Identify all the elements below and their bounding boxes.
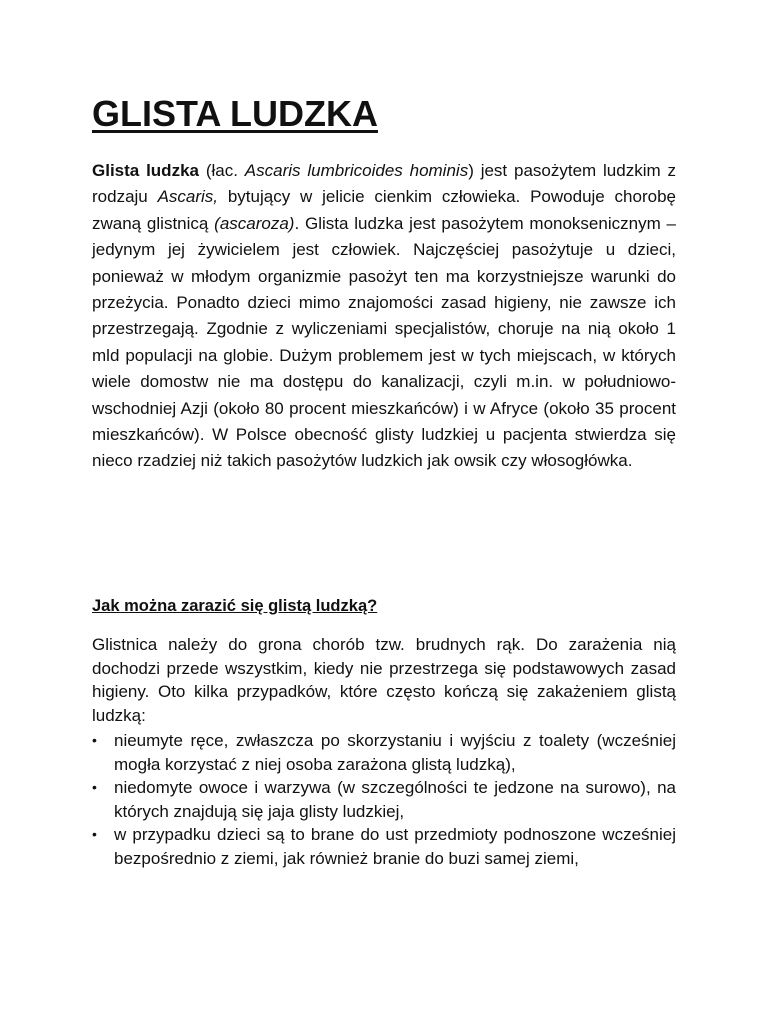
intro-paragraph: [92, 158, 676, 475]
list-item: [92, 823, 676, 870]
intro-term: Glista ludzka: [92, 161, 199, 180]
list-item-text: niedomyte owoce i warzywa (w szczególności te jedzone na surowo), na których znajdują się jaja glisty ludzkiej,: [114, 778, 676, 821]
bullet-icon: •: [92, 732, 97, 748]
list-item: [92, 729, 676, 776]
bullet-icon: •: [92, 826, 97, 843]
bullet-icon: •: [92, 779, 97, 796]
infection-causes-list: [92, 729, 676, 871]
intro-disease: (ascaroza): [214, 213, 295, 233]
intro-text-1: (łac.: [198, 161, 245, 180]
section-heading: Jak można zarazić się glistą ludzką?: [92, 597, 378, 615]
intro-genus: Ascaris,: [157, 187, 219, 207]
list-item-text: nieumyte ręce, zwłaszcza po skorzystaniu i wyjściu z toalety (wcześniej mogła korzystać z niej osoba zarażona glistą ludzką),: [114, 731, 676, 774]
intro-text-3: bytujący w jelicie cienkim człowieka. Powoduje chorobę zwaną glistnicą: [92, 187, 676, 233]
section-lead-paragraph: [92, 633, 676, 727]
intro-latin-name: Ascaris lumbricoides hominis: [244, 161, 469, 180]
intro-text-4: . Glista ludzka jest pasożytem monoksenicznym – jedynym jej żywicielem jest człowiek. Najczęściej pasożytuje u dzieci, ponieważ w młodym organizmie pasożyt ten ma korzystniejsze warunki do przeżycia. Ponadto dzieci mimo znajomości zasad higieny, nie zawsze ich przestrzegają. Zgodnie z wyliczeniami specjalistów, choruje na nią około 1 mld populacji na globie. Dużym problemem jest w tych miejscach, w których wiele domostw nie ma dostępu do kanalizacji, czyli m.in. w południowo-wschodniej Azji (około 80 procent mieszkańców) i w Afryce (około 35 procent mieszkańców). W Polsce obecność glisty ludzkiej u pacjenta stwierdza się nieco rzadziej niż takich pasożytów ludzkich jak owsik czy włosogłówka.: [92, 213, 676, 471]
list-item-text: w przypadku dzieci są to brane do ust przedmioty podnoszone wcześniej bezpośrednio z ziemi, jak również branie do buzi samej ziemi,: [114, 825, 676, 868]
section-lead-text: należy do grona chorób tzw. brudnych rąk. Do zarażenia nią dochodzi przede wszystkim, kiedy nie przestrzega się podstawowych zasad higieny. Oto kilka przypadków, które często kończą się zakażeniem glistą ludzką:: [92, 635, 676, 725]
section-lead-term: Glistnica: [92, 635, 158, 654]
page-title: GLISTA LUDZKA: [92, 93, 378, 134]
intro-text-2: ) jest pasożytem ludzkim z rodzaju: [92, 161, 676, 207]
list-item: [92, 776, 676, 823]
